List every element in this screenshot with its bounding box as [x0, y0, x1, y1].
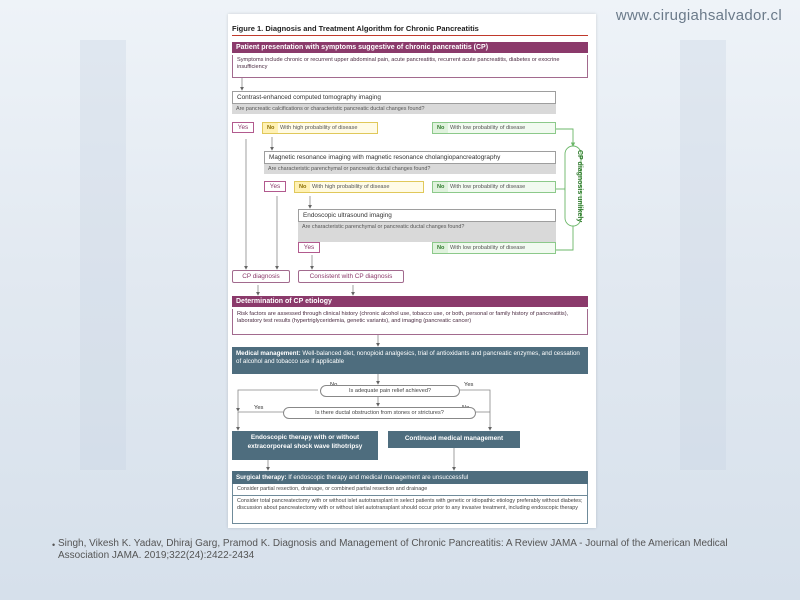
- high-probability-text: With high probability of disease: [312, 184, 390, 190]
- figure-panel: [228, 14, 596, 528]
- cp-diagnosis: CP diagnosis: [232, 270, 290, 283]
- citation: Singh, Vikesh K. Yadav, Dhiraj Garg, Pramod K. Diagnosis and Management of Chronic Pancreatitis: A Review JAMA - Journal of the American Medical Association JAMA. 2019;322(24):2422-2434: [58, 538, 728, 561]
- ct-title: Contrast-enhanced computed tomography imaging: [232, 91, 556, 104]
- medical-management: [232, 347, 588, 374]
- obstruction-yes-label: Yes: [254, 405, 264, 411]
- mri-question: Are characteristic parenchymal or pancreatic ductal changes found?: [264, 164, 556, 174]
- eus-question: Are characteristic parenchymal or pancreatic ductal changes found?: [298, 222, 556, 242]
- eus-title: Endoscopic ultrasound imaging: [298, 209, 556, 222]
- pain-relief-question: Is adequate pain relief achieved?: [320, 385, 460, 397]
- pain-yes-label: Yes: [464, 382, 474, 388]
- surgical-item-1: Consider partial resection, drainage, or combined partial resection and drainage: [232, 484, 588, 496]
- presentation-header: Patient presentation with symptoms suggestive of chronic pancreatitis (CP): [232, 42, 588, 53]
- high-probability-text: With high probability of disease: [280, 125, 358, 131]
- no-label: No: [433, 182, 448, 192]
- obstruction-question: Is there ductal obstruction from stones or strictures?: [283, 407, 476, 419]
- surgical-therapy: [232, 471, 588, 484]
- no-label: No: [433, 123, 448, 133]
- no-label: No: [295, 182, 310, 192]
- mri-title: Magnetic resonance imaging with magnetic resonance cholangiopancreatography: [264, 151, 556, 164]
- endoscopic-therapy: Endoscopic therapy with or without extracorporeal shock wave lithotripsy: [232, 431, 378, 460]
- eus-yes: Yes: [298, 242, 320, 253]
- presentation-text: Symptoms include chronic or recurrent upper abdominal pain, acute pancreatitis, recurrent acute pancreatitis, diabetes or exocrine insufficiency: [232, 55, 588, 78]
- mri-yes: Yes: [264, 181, 286, 192]
- continued-medical-management: Continued medical management: [388, 431, 520, 448]
- consistent-cp-diagnosis: Consistent with CP diagnosis: [298, 270, 404, 283]
- ct-no-low: [432, 122, 556, 134]
- surgical-lead: Surgical therapy:: [236, 474, 287, 481]
- etiology-text: Risk factors are assessed through clinical history (chronic alcohol use, tobacco use, or both, personal or family history of pancreatitis), laboratory test results (hypertriglyceridemia, genetic variants), and imaging (pancreatic cancer): [232, 309, 588, 335]
- no-label: No: [263, 123, 278, 133]
- eus-no-low: [432, 242, 556, 254]
- surgical-item-2: Consider total pancreatectomy with or without islet autotransplant in select patients with genetic or idiopathic etiology preferably without diabetes; discussion about pancreatectomy with or without islet autotransplant should occur prior to any invasive treatment, including endoscopic therapy: [232, 496, 588, 524]
- figure-title: Figure 1. Diagnosis and Treatment Algorithm for Chronic Pancreatitis: [232, 24, 479, 33]
- ct-yes: Yes: [232, 122, 254, 133]
- low-probability-text: With low probability of disease: [450, 184, 526, 190]
- ct-no-high: [262, 122, 378, 134]
- ct-question: Are pancreatic calcifications or characteristic pancreatic ductal changes found?: [232, 104, 556, 114]
- background-column: [680, 40, 726, 470]
- mri-no-high: [294, 181, 424, 193]
- mri-no-low: [432, 181, 556, 193]
- surgical-text: If endoscopic therapy and medical management are unsuccessful: [286, 474, 469, 481]
- medical-lead: Medical management:: [236, 350, 301, 357]
- medical-text: Well-balanced diet, nonopioid analgesics, trial of antioxidants and pancreatic enzymes, and cessation of alcohol and tobacco use if applicable: [236, 350, 580, 366]
- site-url[interactable]: www.cirugiahsalvador.cl: [615, 7, 782, 24]
- no-label: No: [433, 243, 448, 253]
- low-probability-text: With low probability of disease: [450, 245, 526, 251]
- background-column: [80, 40, 126, 470]
- cp-unlikely-label: CP diagnosis unlikely: [576, 150, 583, 223]
- etiology-header: Determination of CP etiology: [232, 296, 588, 307]
- low-probability-text: With low probability of disease: [450, 125, 526, 131]
- bullet-icon: •: [52, 540, 56, 550]
